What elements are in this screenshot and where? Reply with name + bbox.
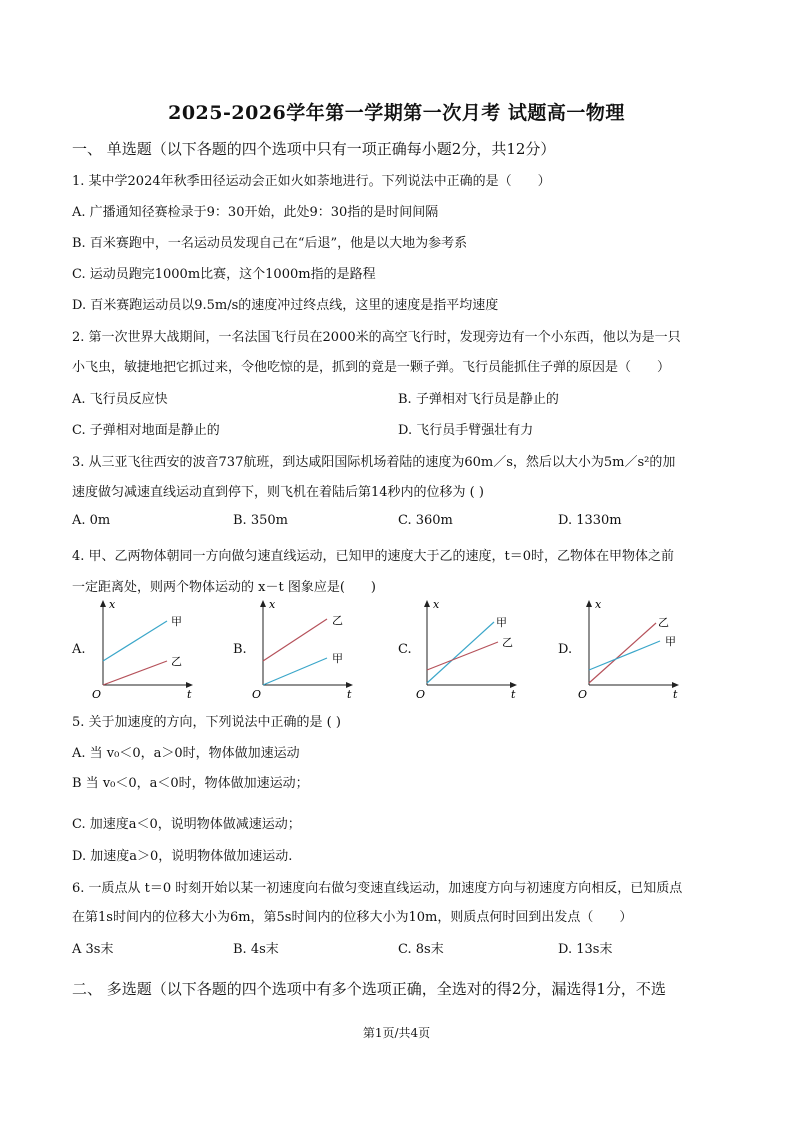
y-axis-arrow — [586, 600, 592, 607]
page-title: 2025-2026学年第一学期第一次月考 试题高一物理 — [168, 102, 625, 124]
yi-line — [103, 661, 167, 685]
yi-label: 乙 — [332, 614, 343, 627]
q4-option-b-label: B. — [233, 642, 247, 657]
q2-option-d: D. 飞行员手臂强壮有力 — [398, 423, 534, 438]
yi-line — [589, 623, 656, 683]
yi-line — [427, 642, 498, 670]
q1-option-c: C. 运动员跑完1000m比赛，这个1000m指的是路程 — [72, 267, 376, 282]
yi-label: 乙 — [658, 616, 669, 629]
q2-option-b: B. 子弹相对飞行员是静止的 — [398, 392, 559, 407]
q4-graph-b — [250, 598, 360, 700]
q2-option-a: A. 飞行员反应快 — [72, 392, 168, 407]
q3-option-d: D. 1330m — [558, 513, 622, 528]
section-single-choice-heading: 一、 单选题（以下各题的四个选项中只有一项正确每小题2分，共12分） — [72, 140, 556, 158]
page-footer: 第1页/共4页 — [362, 1026, 431, 1040]
q2-stem-line1: 2. 第一次世界大战期间，一名法国飞行员在2000米的高空飞行时，发现旁边有一个小东西，他以为是一只 — [72, 330, 681, 345]
q1-option-b: B. 百米赛跑中，一名运动员发现自己在“后退”，他是以大地为参考系 — [72, 236, 468, 251]
x-axis-label: x — [595, 598, 602, 611]
q5-option-a: A. 当 v₀＜0，a＞0时，物体做加速运动 — [72, 746, 300, 761]
jia-line — [263, 658, 327, 685]
jia-label: 甲 — [171, 615, 182, 628]
q4-stem-line1: 4. 甲、乙两物体朝同一方向做匀速直线运动，已知甲的速度大于乙的速度，t＝0时，乙物体在甲物体之前 — [72, 549, 675, 564]
jia-label: 甲 — [332, 652, 343, 665]
q6-option-a: A 3s末 — [72, 942, 114, 957]
jia-line — [427, 622, 494, 683]
x-axis-label: x — [433, 598, 440, 611]
q4-graph-a — [90, 598, 200, 700]
jia-line — [103, 621, 167, 661]
q4-option-d-label: D. — [558, 642, 573, 657]
jia-label: 甲 — [496, 616, 507, 629]
q3-stem-line2: 速度做匀减速直线运动直到停下，则飞机在着陆后第14秒内的位移为 ( ) — [72, 485, 484, 500]
q5-option-b: B 当 v₀＜0，a＜0时，物体做加速运动； — [72, 776, 309, 791]
t-axis-label: t — [673, 688, 678, 701]
q6-stem-line2: 在第1s时间内的位移大小为6m，第5s时间内的位移大小为10m，则质点何时回到出发点（ ） — [72, 910, 633, 925]
q6-option-b: B. 4s末 — [233, 942, 279, 957]
jia-line — [589, 641, 660, 670]
y-axis-arrow — [100, 600, 106, 607]
x-axis-label: x — [269, 598, 276, 611]
jia-label: 甲 — [665, 635, 676, 648]
section-multi-choice-heading: 二、 多选题（以下各题的四个选项中有多个选项正确，全选对的得2分，漏选得1分，不选 — [72, 980, 666, 998]
origin-label: O — [92, 688, 102, 701]
y-axis-arrow — [424, 600, 430, 607]
t-axis-label: t — [187, 688, 192, 701]
q5-stem: 5. 关于加速度的方向，下列说法中正确的是 ( ) — [72, 715, 341, 730]
q6-option-d: D. 13s末 — [558, 942, 613, 957]
q5-option-d: D. 加速度a＞0，说明物体做加速运动. — [72, 849, 293, 864]
q4-graph-d — [576, 598, 686, 700]
x-axis-label: x — [109, 598, 116, 611]
yi-line — [263, 619, 327, 661]
t-axis-label: t — [511, 688, 516, 701]
q3-option-b: B. 350m — [233, 513, 288, 528]
q4-option-c-label: C. — [398, 642, 412, 657]
q4-graph-c — [414, 598, 524, 700]
q5-option-c: C. 加速度a＜0，说明物体做减速运动； — [72, 817, 301, 832]
origin-label: O — [416, 688, 426, 701]
q4-option-a-label: A. — [72, 642, 86, 657]
yi-label: 乙 — [171, 655, 182, 668]
q3-option-c: C. 360m — [398, 513, 453, 528]
q2-stem-line2: 小飞虫，敏捷地把它抓过来，令他吃惊的是，抓到的竟是一颗子弹。飞行员能抓住子弹的原因是（ ） — [72, 360, 671, 375]
q1-option-a: A. 广播通知径赛检录于9：30开始，此处9：30指的是时间间隔 — [72, 205, 439, 220]
q6-stem-line1: 6. 一质点从 t＝0 时刻开始以某一初速度向右做匀变速直线运动，加速度方向与初速度方向相反，已知质点 — [72, 881, 683, 896]
t-axis-label: t — [347, 688, 352, 701]
q2-option-c: C. 子弹相对地面是静止的 — [72, 423, 220, 438]
q4-stem-line2: 一定距离处，则两个物体运动的 x－t 图象应是( ) — [72, 580, 376, 595]
q6-option-c: C. 8s末 — [398, 942, 444, 957]
q1-option-d: D. 百米赛跑运动员以9.5m/s的速度冲过终点线，这里的速度是指平均速度 — [72, 298, 499, 313]
origin-label: O — [252, 688, 262, 701]
q3-stem-line1: 3. 从三亚飞往西安的波音737航班，到达咸阳国际机场着陆的速度为60m／s，然后以大小为5m／s²的加 — [72, 455, 676, 470]
origin-label: O — [578, 688, 588, 701]
yi-label: 乙 — [502, 636, 513, 649]
q1-stem: 1. 某中学2024年秋季田径运动会正如火如荼地进行。下列说法中正确的是（ ） — [72, 174, 551, 189]
y-axis-arrow — [260, 600, 266, 607]
q3-option-a: A. 0m — [72, 513, 111, 528]
